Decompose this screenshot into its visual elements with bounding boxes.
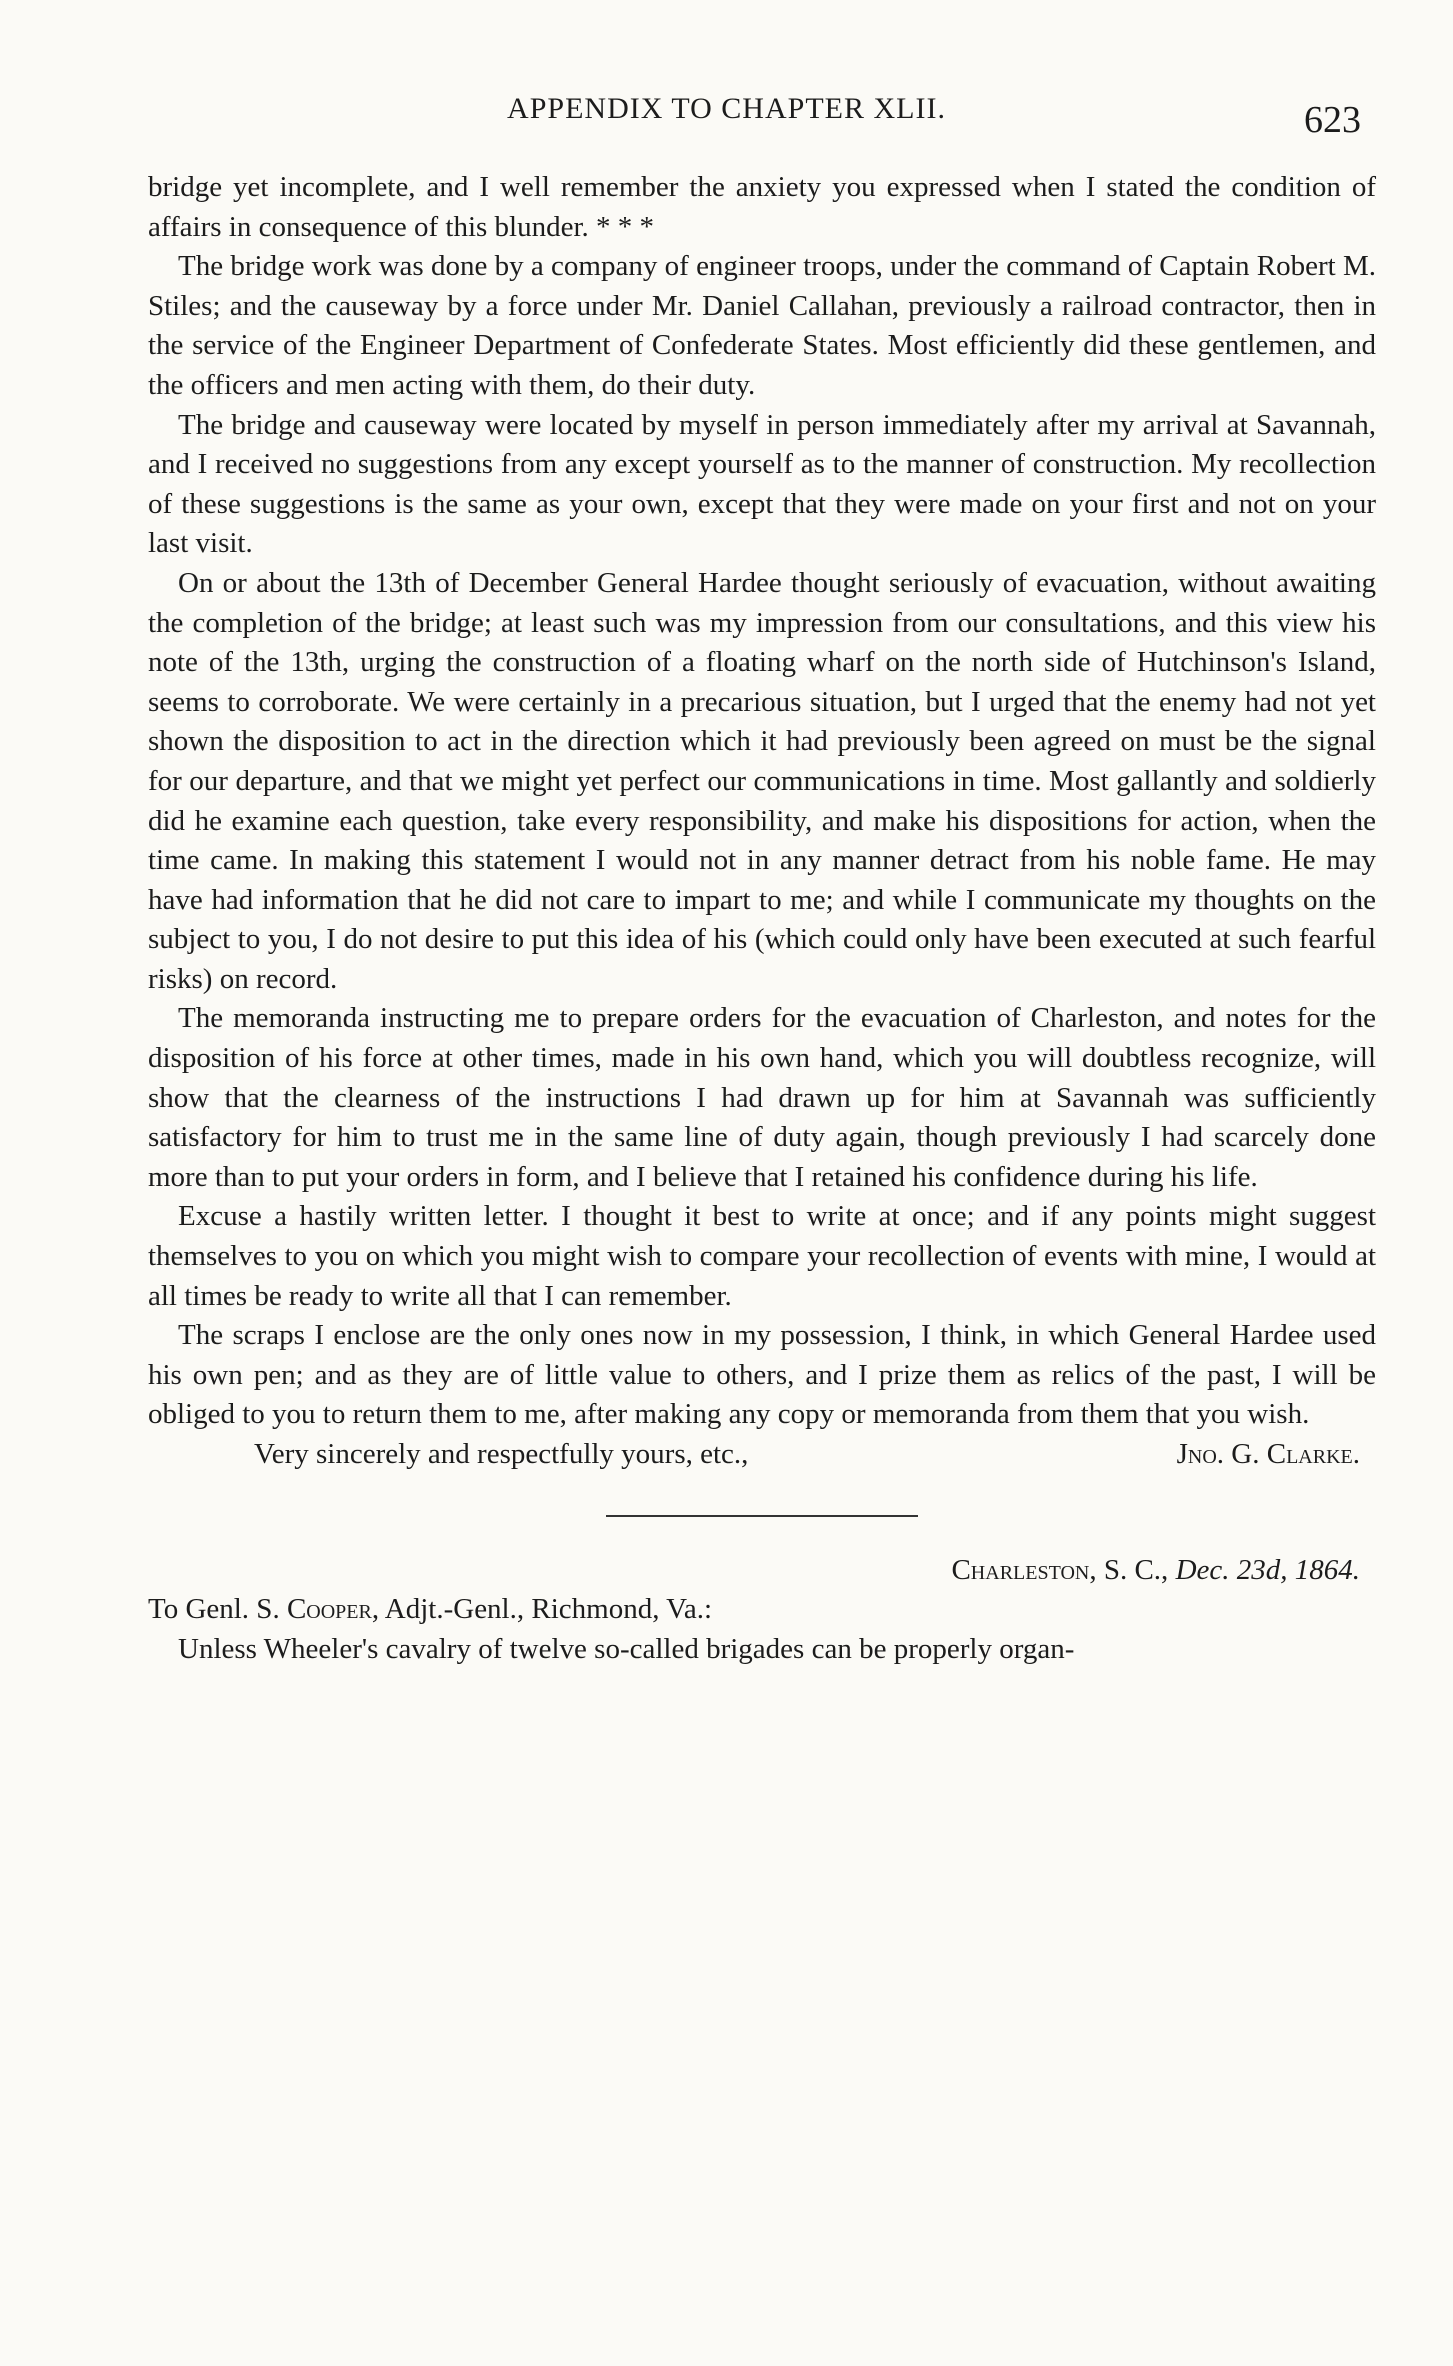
paragraph-6: Excuse a hastily written letter. I thought it best to write at once; and if any points might suggest themselves to you on which you might wish to compare your recollection of events with mine, I would at all times be ready to write all that I can remember. — [148, 1200, 1376, 1312]
address-recipient: Cooper, — [286, 1593, 380, 1626]
dateline — [148, 1551, 1376, 1591]
page-number: 623 — [1304, 99, 1361, 141]
running-head — [0, 92, 1453, 141]
section-divider — [606, 1515, 918, 1517]
closing-salutation: Very sincerely and respectfully yours, etc., — [254, 1438, 749, 1470]
letter-first-line: Unless Wheeler's cavalry of twelve so-called brigades can be properly organ- — [178, 1632, 1075, 1665]
body-text — [148, 168, 1376, 1669]
dateline-place: Charleston, S. C., — [951, 1553, 1169, 1586]
signature: Jno. G. Clarke. — [1176, 1438, 1360, 1470]
chapter-heading: APPENDIX TO CHAPTER XLII. — [507, 92, 946, 125]
address-rest: Adjt.-Genl., Richmond, Va.: — [384, 1593, 713, 1626]
paragraph-5: The memoranda instructing me to prepare orders for the evacuation of Charleston, and notes for the disposition of his force at other times, made in his own hand, which you will doubtless recognize, will show that the clearness of the instructions I had drawn up for him at Savannah was sufficiently satisfactory for him to trust me in the same line of duty again, though previously I had scarcely done more than to put your orders in form, and I believe that I retained his confidence during his life. — [148, 1002, 1376, 1193]
paragraph-1: bridge yet incomplete, and I well remember the anxiety you expressed when I stated the condition of affairs in consequence of this blunder. * * * — [148, 171, 1376, 243]
letter-address — [148, 1590, 1376, 1630]
dateline-date: Dec. 23d, 1864. — [1175, 1553, 1360, 1586]
paragraph-2: The bridge work was done by a company of engineer troops, under the command of Captain Robert M. Stiles; and the causeway by a force under Mr. Daniel Callahan, previously a railroad contractor, then in the service of the Engineer Department of Confederate States. Most efficiently did these gentlemen, and the officers and men acting with them, do their duty. — [148, 250, 1376, 401]
paragraph-7: The scraps I enclose are the only ones now in my possession, I think, in which General Hardee used his own pen; and as they are of little value to others, and I prize them as relics of the past, I will be obliged to you to return them to me, after making any copy or memoranda from them that you wish. — [148, 1319, 1376, 1431]
address-to: To Genl. S. — [148, 1593, 280, 1626]
paragraph-3: The bridge and causeway were located by myself in person immediately after my arrival at Savannah, and I received no suggestions from any except yourself as to the manner of construction. My recollection of these suggestions is the same as your own, except that they were made on your first and not on your last visit. — [148, 408, 1376, 560]
letter-closing — [148, 1435, 1376, 1475]
paragraph-4: On or about the 13th of December General Hardee thought seriously of evacuation, without awaiting the completion of the bridge; at least such was my impression from our consultations, and this view his note of the 13th, urging the construction of a floating wharf on the north side of Hutchinson's Island, seems to corroborate. We were certainly in a precarious situation, but I urged that the enemy had not yet shown the disposition to act in the direction which it had previously been agreed on must be the signal for our departure, and that we might yet perfect our communications in time. Most gallantly and soldierly did he examine each question, take every responsibility, and make his dispositions for action, when the time came. In making this statement I would not in any manner detract from his noble fame. He may have had information that he did not care to impart to me; and while I communicate my thoughts on the subject to you, I do not desire to put this idea of his (which could only have been executed at such fearful risks) on record. — [148, 566, 1376, 995]
